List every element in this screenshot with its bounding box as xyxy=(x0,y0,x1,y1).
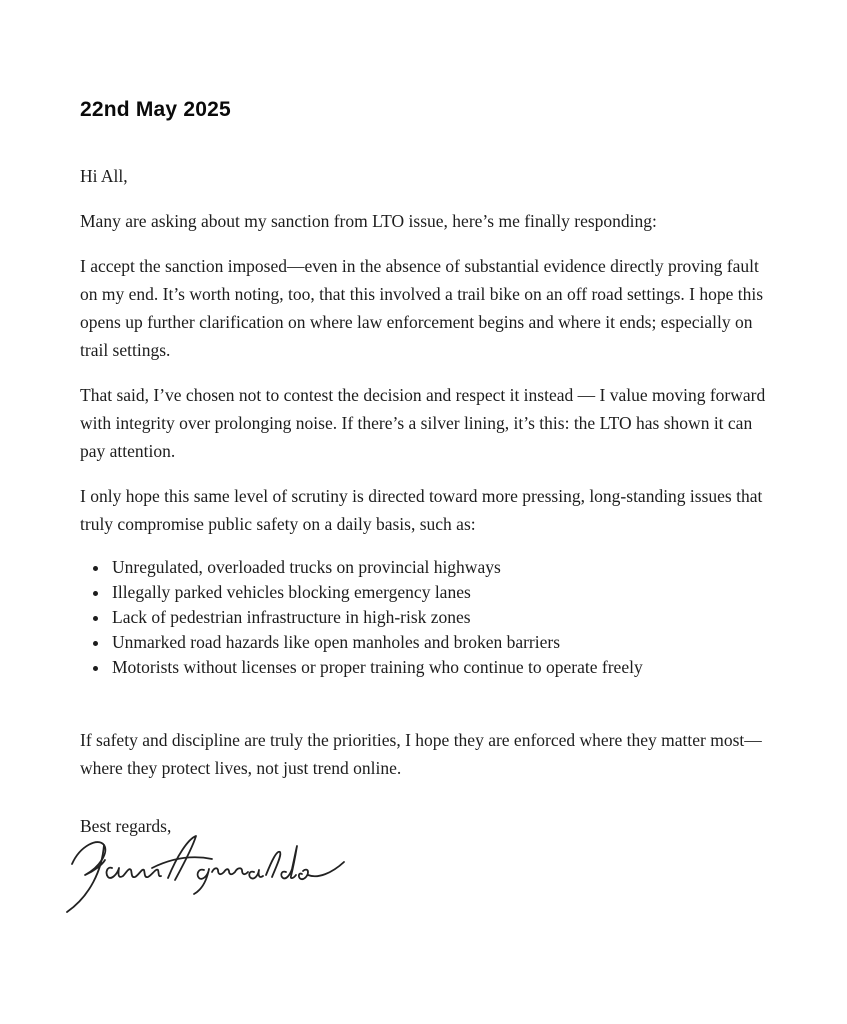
paragraph-closing: If safety and discipline are truly the priorities, I hope they are enforced where they matter most—where they protect lives, not just trend online. xyxy=(80,730,762,778)
list-item: • Illegally parked vehicles blocking emergency lanes xyxy=(110,580,772,605)
greeting: Hi All, xyxy=(80,166,128,186)
paragraph-decision: That said, I’ve chosen not to contest the decision and respect it instead — I value moving forward with integrity over prolonging noise. If there’s a silver lining, it’s this: the LTO has shown it can pay attention. xyxy=(80,385,766,461)
paragraph-sanction: I accept the sanction imposed—even in the absence of substantial evidence directly proving fault on my end. It’s worth noting, too, that this involved a trail bike on an off road settings. I hope this opens up further clarification on where law enforcement begins and where it ends; especially on trail settings. xyxy=(80,256,764,360)
signature-image xyxy=(60,832,360,922)
signature xyxy=(60,832,772,922)
list-item: • Unregulated, overloaded trucks on provincial highways xyxy=(110,555,772,580)
issues-list xyxy=(80,555,772,680)
paragraph-intro: Many are asking about my sanction from LTO issue, here’s me finally responding: xyxy=(80,211,657,231)
sign-off: Best regards, xyxy=(80,816,172,836)
list-item: • Motorists without licenses or proper training who continue to operate freely xyxy=(110,655,772,680)
list-item: • Unmarked road hazards like open manholes and broken barriers xyxy=(110,630,772,655)
paragraph-scrutiny: I only hope this same level of scrutiny is directed toward more pressing, long-standing issues that truly compromise public safety on a daily basis, such as: xyxy=(80,486,763,534)
letter-date: 22nd May 2025 xyxy=(80,98,231,121)
list-item: • Lack of pedestrian infrastructure in high-risk zones xyxy=(110,605,772,630)
